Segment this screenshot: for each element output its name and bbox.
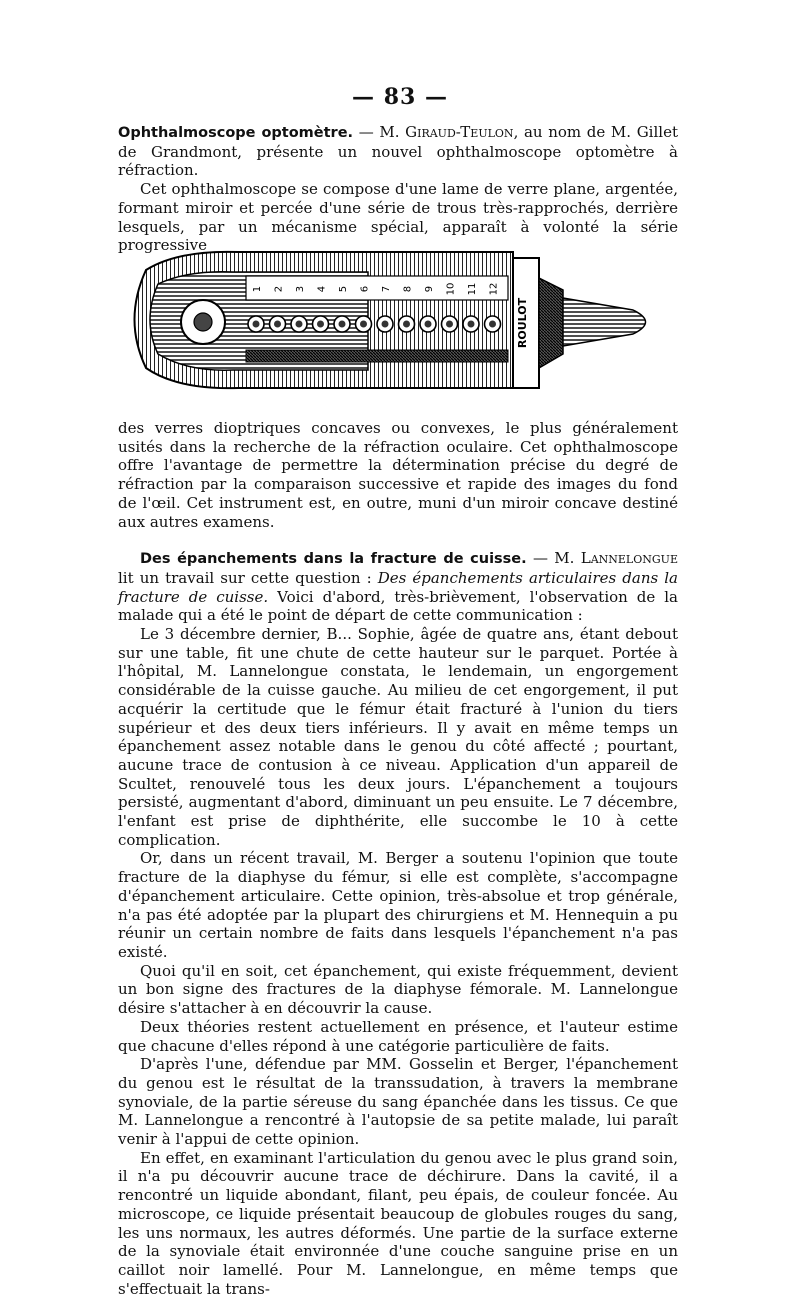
lens-center (253, 321, 260, 328)
scale-number: 12 (488, 282, 500, 296)
body-paragraph: Deux théories restent actuellement en présence, et l'auteur estime que chacune d'elles répond à une catégorie particulière de faits. (118, 1017, 678, 1055)
paper-title: Des épanchements articulaires dans la fracture de cuisse. (118, 568, 678, 606)
body-paragraph: Quoi qu'il en soit, cet épanchement, qui existe fréquemment, devient un bon signe des fractures de la diaphyse fémorale. M. Lannelongue désire s'attacher à en découvrir la cause. (118, 961, 678, 1018)
section-paragraph (118, 123, 678, 180)
section-title: Des épanchements dans la fracture de cuisse. (140, 551, 527, 568)
body-paragraph: Cet ophthalmoscope se compose d'une lame de verre plane, argentée, formant miroir et percée d'une série de trous très-rapprochés, derrière lesquels, par un mécanisme spécial, apparaît à volonté la série progressive (118, 180, 678, 255)
author-name: Giraud-Teulon (405, 123, 514, 141)
lens-center (274, 321, 281, 328)
author-prefix: M. (554, 549, 581, 568)
lens-center (489, 321, 496, 328)
handle (563, 298, 646, 346)
scale-number: 9 (424, 285, 435, 293)
dash: — (353, 123, 380, 141)
section-ophthalmoscope-top (118, 123, 678, 255)
dash: — (526, 549, 555, 568)
page-number: — 83 — (352, 84, 448, 110)
body-paragraph: En effet, en examinant l'articulation du genou avec le plus grand soin, il n'a pu découvrir aucune trace de déchirure. Dans la cavité, il a rencontré un liquide abondant, filant, peu épais, de couleur foncée. Au microscope, ce liquide présentait beaucoup de globules rouges du sang, les uns normaux, les autres déformés. Une partie de la surface externe de la synoviale était environnée d'une couche sanguine prise en un caillot noir lamellé. Pour M. Lannelongue, en même temps que s'effectuait la trans- (118, 1148, 678, 1298)
section-title: Ophthalmoscope optomètre. (118, 125, 354, 141)
lens-center (339, 321, 346, 328)
scale-number: 3 (295, 285, 306, 293)
section-paragraph (118, 549, 678, 625)
maker-label: ROULOT (516, 297, 529, 349)
body-paragraph: Le 3 décembre dernier, B... Sophie, âgée de quatre ans, étant debout sur une table, fit une chute de cette hauteur sur le parquet. Portée à l'hôpital, M. Lannelongue constata, le lendemain, un engorgement considérable de la cuisse gauche. Au milieu de cet engorgement, il put acquérir la certitude que le fémur était fracturé à l'union du tiers supérieur et des deux tiers inférieurs. Il y avait en même temps un épanchement assez notable dans le genou du côté affecté ; pourtant, aucune trace de contusion à ce niveau. Application d'un appareil de Scultet, renouvelé tous les deux jours. L'épanchement a toujours persisté, augmentant d'abord, diminuant un peu ensuite. Le 7 décembre, l'enfant est prise de diphthérite, elle succombe le 10 à cette complication. (118, 625, 678, 849)
author-prefix: M. (379, 123, 406, 141)
lens-center (403, 321, 410, 328)
body-paragraph: D'après l'une, défendue par MM. Gosselin et Berger, l'épanchement du genou est le résultat de la transsudation, à travers la membrane synoviale, de la partie séreuse du sang épanchée dans les tissus. Ce que M. Lannelongue a rencontré à l'autopsie de sa petite malade, lui paraît venir à l'appui de cette opinion. (118, 1055, 678, 1149)
scale-number: 6 (359, 285, 371, 293)
lens-center (317, 321, 324, 328)
author-name: Lannelongue (580, 549, 678, 568)
section-bottom-text (118, 419, 678, 1298)
ophthalmoscope-illustration (118, 238, 680, 416)
scale-number: 11 (467, 282, 478, 296)
body-paragraph-continued: des verres dioptriques concaves ou convexes, le plus généralement usités dans la recherche de la réfraction oculaire. Cet ophthalmoscope offre l'avantage de permettre la détermination précise du degré de réfraction par la comparaison successive et rapide des images du fond de l'œil. Cet instrument est, en outre, muni d'un miroir concave destiné aux autres examens. (118, 419, 678, 531)
scale-number: 5 (338, 285, 349, 293)
lens-center (446, 321, 453, 328)
section-intro-text: , au nom de M. Gillet de Grandmont, présente un nouvel ophthalmoscope optomètre à réfraction. (118, 123, 678, 180)
lens-center (360, 321, 367, 328)
scale-number: 10 (445, 282, 457, 296)
scale-number: 1 (252, 285, 263, 293)
body-paragraph: Or, dans un récent travail, M. Berger a soutenu l'opinion que toute fracture de la diaphyse du fémur, si elle est complète, s'accompagne d'épanchement articulaire. Cette opinion, très-absolue et trop générale, n'a pas été adoptée par la plupart des chirurgiens et M. Hennequin a pu réunir un certain nombre de faits dans lesquels l'épanchement n'a pas existé. (118, 849, 678, 961)
scale-number: 7 (381, 285, 392, 293)
scale-number: 4 (316, 285, 328, 293)
lens-center (382, 321, 389, 328)
lens-center (425, 321, 432, 328)
section-intro-text-2: Voici d'abord, très-brièvement, l'observation de la malade qui a été le point de départ de cette communication : (118, 587, 678, 625)
scale-number: 8 (402, 285, 414, 293)
section-intro-text: lit un travail sur cette question : (118, 568, 378, 587)
lens-center (296, 321, 303, 328)
ophthalmoscope-drawing (118, 238, 680, 416)
scale-number: 2 (273, 285, 285, 293)
lens-center (468, 321, 475, 328)
